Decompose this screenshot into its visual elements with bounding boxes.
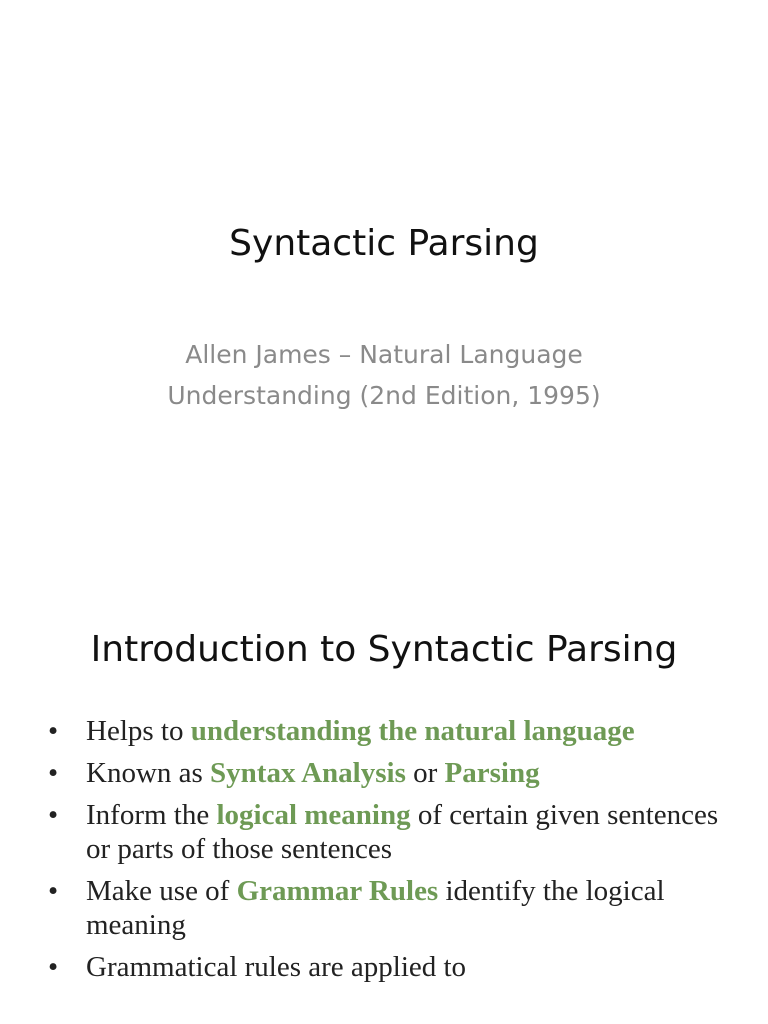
bullet-text: Known as — [86, 757, 211, 789]
slide-title: Syntactic Parsing — [229, 223, 539, 264]
bullet-highlight: Parsing — [444, 757, 540, 789]
bullet-highlight: Syntax Analysis — [210, 757, 406, 789]
bullet-text: Make use of — [86, 875, 237, 907]
bullet-icon: • — [48, 875, 59, 907]
bullet-icon: • — [48, 715, 59, 747]
bullet-item — [44, 798, 744, 866]
bullet-item — [44, 714, 744, 748]
bullet-text: or — [405, 757, 445, 789]
bullet-text: Helps to — [86, 715, 191, 747]
intro-slide — [0, 576, 768, 1024]
bullet-item — [44, 950, 744, 984]
bullet-icon: • — [48, 757, 59, 789]
subtitle-line-1: Allen James – Natural Language — [185, 340, 583, 369]
bullet-text: Grammatical rules are applied to — [86, 951, 467, 983]
bullet-item — [44, 874, 744, 942]
bullet-list — [44, 714, 744, 992]
slide-subtitle — [0, 334, 768, 416]
subtitle-line-2: Understanding (2nd Edition, 1995) — [167, 381, 601, 410]
bullet-text: of certain given sentences or parts of those sentences — [86, 799, 719, 865]
bullet-text: Inform the — [86, 799, 217, 831]
bullet-highlight: understanding the natural language — [190, 715, 635, 747]
intro-slide-title: Introduction to Syntactic Parsing — [90, 629, 678, 670]
bullet-highlight: Grammar Rules — [236, 875, 439, 907]
bullet-icon: • — [48, 799, 59, 831]
bullet-highlight: logical meaning — [216, 799, 411, 831]
bullet-text: identify the logical meaning — [86, 875, 665, 941]
bullet-item — [44, 756, 744, 790]
bullet-icon: • — [48, 951, 59, 983]
